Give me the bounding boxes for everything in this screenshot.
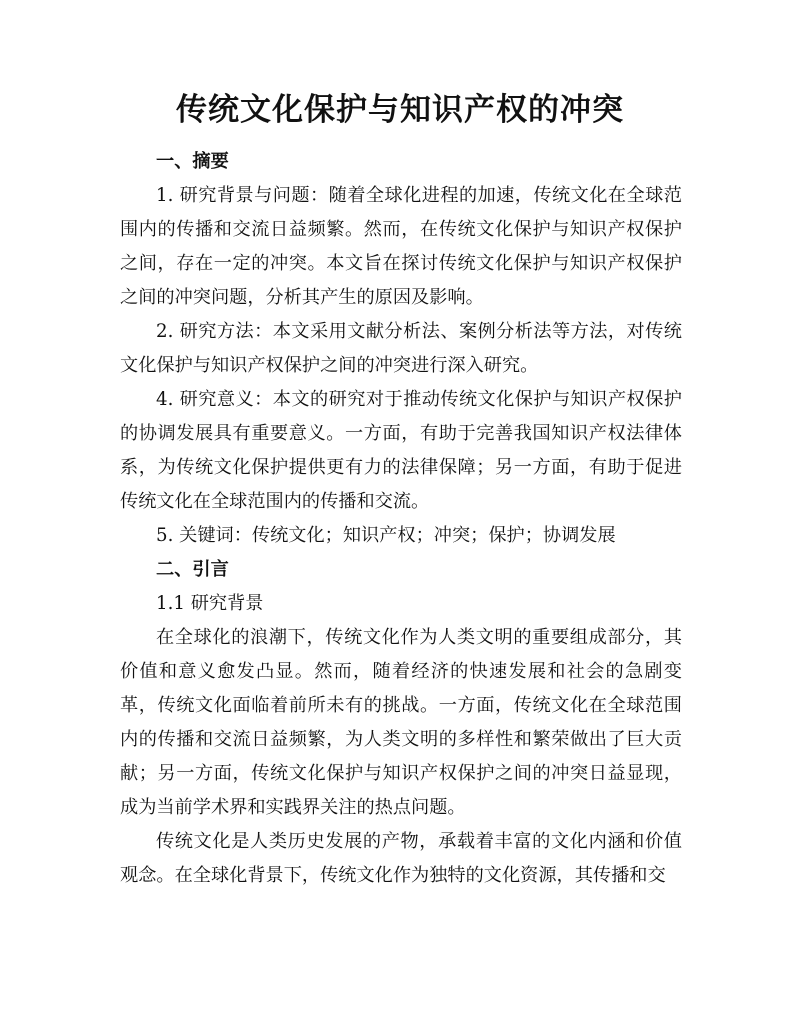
abstract-paragraph-background: 1. 研究背景与问题：随着全球化进程的加速，传统文化在全球范围内的传播和交流日益频繁。然而，在传统文化保护与知识产权保护之间，存在一定的冲突。本文旨在探讨传统文化保护与知识产权保护之间的冲突问题，分析其产生的原因及影响。: [120, 185, 682, 308]
document-title: 传统文化保护与知识产权的冲突: [176, 92, 624, 128]
abstract-paragraph-method: 2. 研究方法：本文采用文献分析法、案例分析法等方法，对传统文化保护与知识产权保护之间的冲突进行深入研究。: [120, 321, 682, 376]
abstract-paragraph-significance: 4. 研究意义：本文的研究对于推动传统文化保护与知识产权保护的协调发展具有重要意义。一方面，有助于完善我国知识产权法律体系，为传统文化保护提供更有力的法律保障；另一方面，有助于促进传统文化在全球范围内的传播和交流。: [120, 389, 682, 512]
section-heading-abstract: 一、摘要: [156, 151, 229, 172]
intro-paragraph-1: 在全球化的浪潮下，传统文化作为人类文明的重要组成部分，其价值和意义愈发凸显。然而，随着经济的快速发展和社会的急剧变革，传统文化面临着前所未有的挑战。一方面，传统文化在全球范围内的传播和交流日益频繁，为人类文明的多样性和繁荣做出了巨大贡献；另一方面，传统文化保护与知识产权保护之间的冲突日益显现，成为当前学术界和实践界关注的热点问题。: [120, 627, 682, 818]
subsection-heading-background: 1.1 研究背景: [156, 593, 264, 614]
abstract-paragraph-keywords: 5. 关键词：传统文化；知识产权；冲突；保护；协调发展: [156, 525, 616, 546]
intro-paragraph-2: 传统文化是人类历史发展的产物，承载着丰富的文化内涵和价值观念。在全球化背景下，传统文化作为独特的文化资源，其传播和交: [120, 831, 682, 886]
section-heading-introduction: 二、引言: [156, 559, 229, 580]
document-body: [120, 145, 682, 893]
